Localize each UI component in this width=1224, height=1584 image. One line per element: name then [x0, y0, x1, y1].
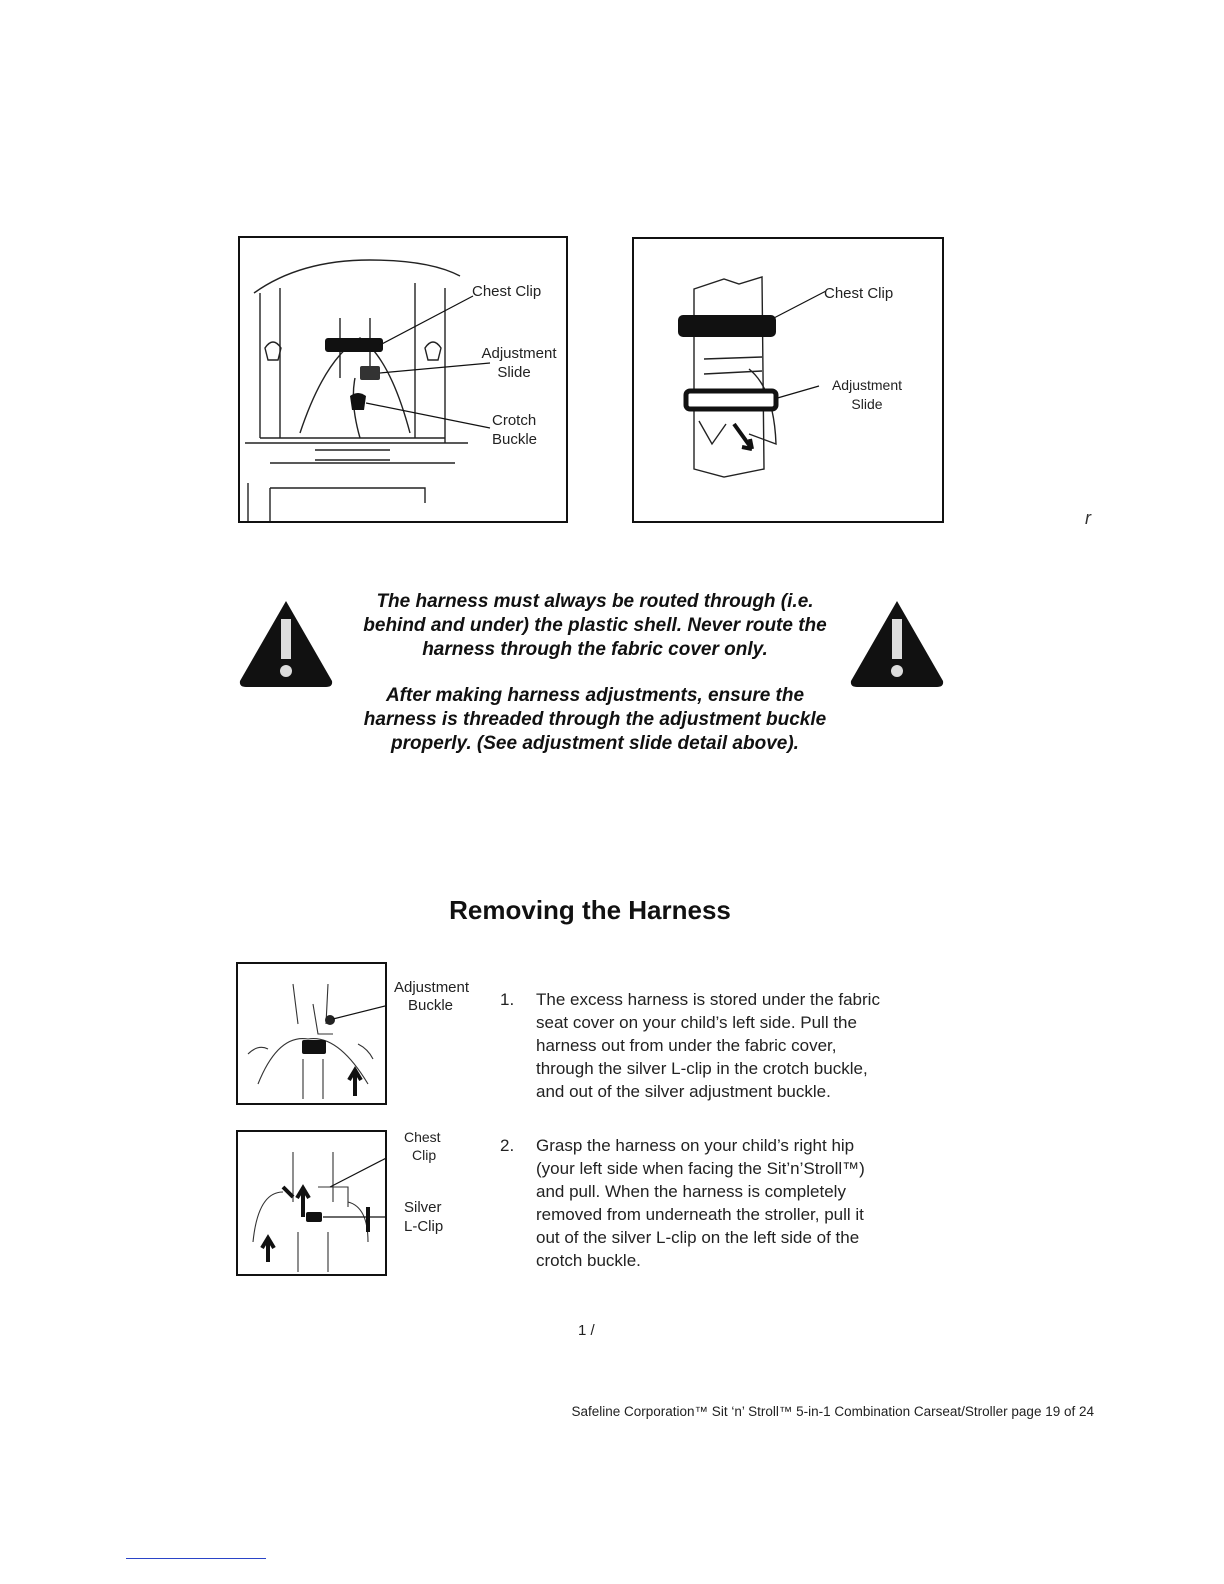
warning-line: behind and under) the plastic shell. Never route the	[363, 615, 827, 636]
label-adjustment-slide-1: Adjustment	[481, 345, 557, 362]
step-line: and out of the silver adjustment buckle.	[536, 1082, 831, 1101]
step-line: seat cover on your child’s left side. Pull the	[536, 1013, 857, 1032]
label-adjustment-buckle-2: Buckle	[408, 997, 454, 1014]
step2-illustration	[238, 1132, 385, 1274]
label-crotch-buckle-2: Buckle	[492, 431, 538, 448]
step-number: 2.	[500, 1136, 515, 1155]
step-line: through the silver L-clip in the crotch buckle,	[536, 1059, 868, 1078]
warning-paragraph-2	[350, 684, 840, 756]
section-title: Removing the Harness	[449, 895, 731, 925]
label-adjustment-slide-2: Slide	[497, 364, 531, 381]
step-line: harness out from under the fabric cover,	[536, 1036, 837, 1055]
label-adjustment-buckle-1: Adjustment	[394, 979, 470, 996]
warning-icon	[236, 597, 336, 689]
warning-icon	[847, 597, 947, 689]
label-chest-clip-detail: Chest Clip	[824, 285, 894, 302]
stray-mark: r	[1085, 508, 1091, 528]
label-silver-lclip-1: Silver	[404, 1199, 442, 1216]
page-mark: 1 /	[578, 1322, 595, 1339]
label-chest-clip: Chest Clip	[472, 283, 542, 300]
step-text	[536, 988, 936, 1103]
figure-step2-chest-silver-clip	[236, 1130, 387, 1276]
warning-paragraph-1	[350, 590, 840, 662]
step-line: The excess harness is stored under the fabric	[536, 990, 880, 1009]
warning-line: After making harness adjustments, ensure the	[385, 685, 805, 706]
step-text	[536, 1134, 936, 1272]
step-line: out of the silver L-clip on the left side of the	[536, 1228, 860, 1247]
step-line: (your left side when facing the Sit’n’Stroll™)	[536, 1159, 865, 1178]
step-line: crotch buckle.	[536, 1251, 641, 1270]
label-adjustment-slide-detail-2: Slide	[851, 396, 883, 412]
step-line: and pull. When the harness is completely	[536, 1182, 846, 1201]
label-adjustment-slide-detail-1: Adjustment	[831, 377, 903, 393]
figure-adjustment-slide-detail	[632, 237, 944, 523]
bottom-rule	[126, 1558, 266, 1559]
step-number: 1.	[500, 990, 515, 1009]
label-chest-clip-step2-2: Clip	[412, 1147, 437, 1163]
label-silver-lclip-2: L-Clip	[404, 1218, 444, 1235]
step-2	[500, 1134, 940, 1279]
step-1	[500, 988, 940, 1108]
label-crotch-buckle-1: Crotch	[492, 412, 537, 429]
step-line: Grasp the harness on your child’s right hip	[536, 1136, 855, 1155]
warning-line: properly. (See adjustment slide detail above).	[391, 733, 799, 754]
step-line: removed from underneath the stroller, pull it	[536, 1205, 864, 1224]
figure-step1-adjustment-buckle	[236, 962, 387, 1105]
warning-line: harness through the fabric cover only.	[422, 639, 768, 660]
label-chest-clip-step2-1: Chest	[404, 1129, 441, 1145]
warning-line: harness is threaded through the adjustment buckle	[363, 709, 827, 730]
step1-illustration	[238, 964, 385, 1103]
warning-line: The harness must always be routed through (i.e.	[376, 591, 814, 612]
figure-harness-seat	[238, 236, 568, 523]
page-footer: Safeline Corporation™ Sit ‘n’ Stroll™ 5-in-1 Combination Carseat/Stroller page 19 of 24	[571, 1404, 1094, 1419]
